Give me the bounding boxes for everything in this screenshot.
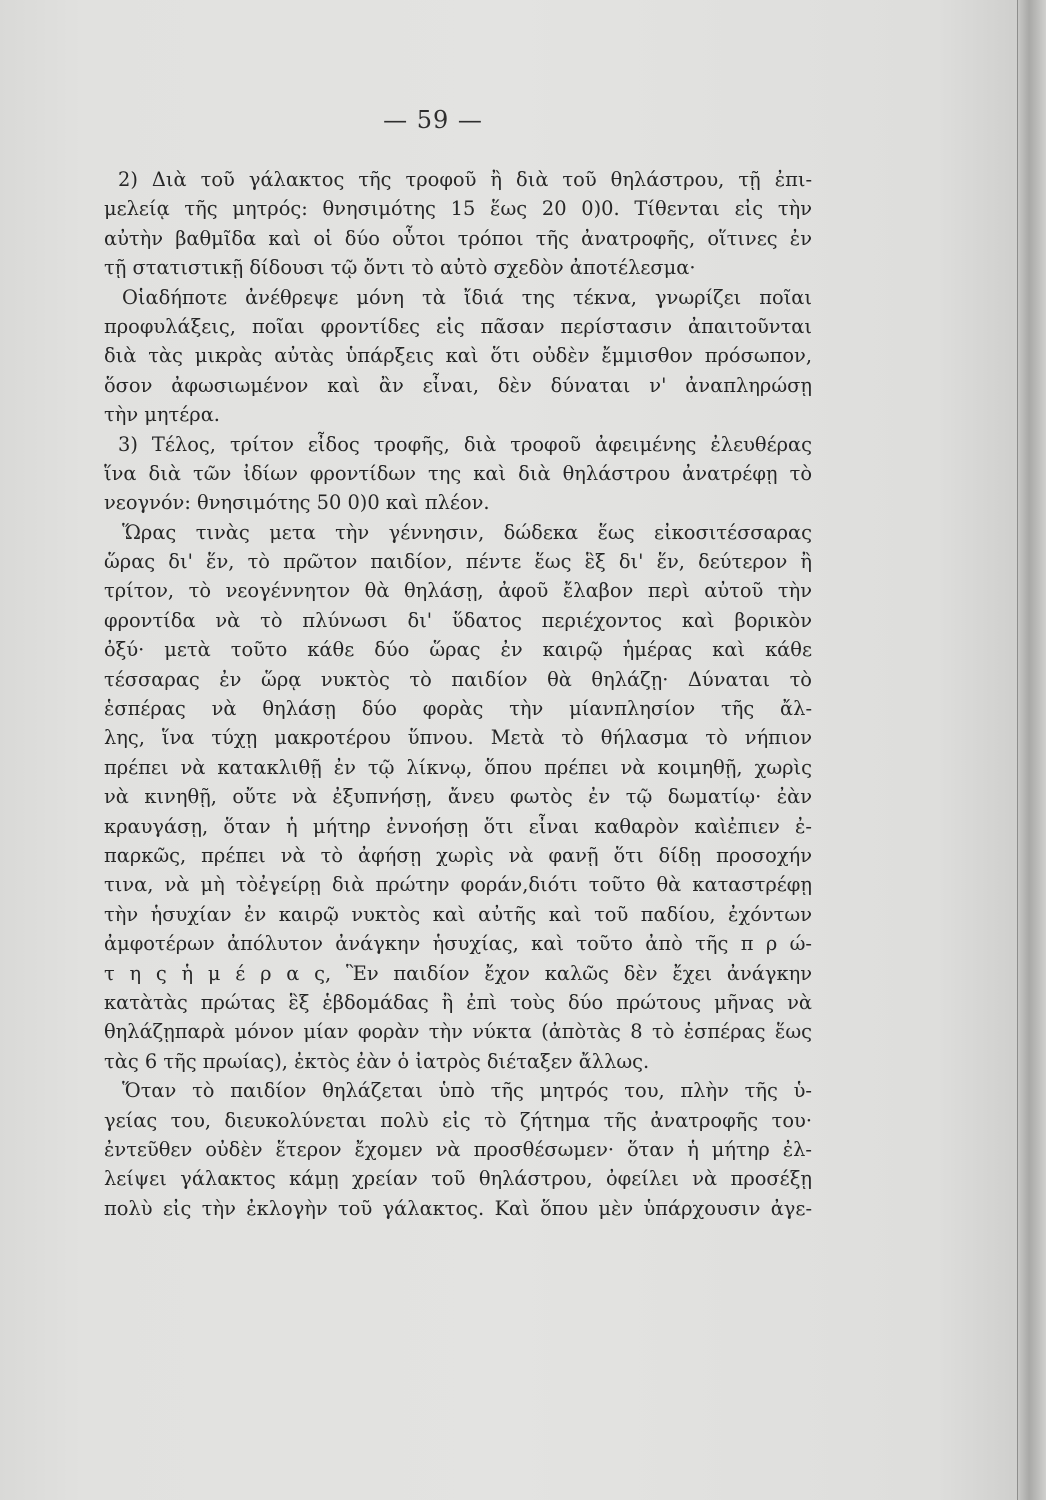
text-line: φροντίδα νὰ τὸ πλύνωσι δι' ὕδατος περιέχοντος καὶ βορικὸν	[104, 608, 812, 632]
text-line: τ η ς ἡ μ έ ρ α ς, Ἓν παιδίον ἔχον καλῶς δὲν ἔχει ἀνάγκην	[104, 961, 812, 985]
text-line: λείψει γάλακτος κάμῃ χρείαν τοῦ θηλάστρου, ὀφείλει νὰ προσέξῃ	[104, 1167, 812, 1191]
text-line: διὰ τὰς μικρὰς αὐτὰς ὑπάρξεις καὶ ὅτι οὐδὲν ἔμμισθον πρόσωπον,	[104, 344, 812, 368]
text-line: ὀξύ· μετὰ τοῦτο κάθε δύο ὥρας ἐν καιρῷ ἡμέρας καὶ κάθε	[104, 638, 812, 662]
text-line: μελείᾳ τῆς μητρός: θνησιμότης 15 ἕως 20 0)0. Τίθενται εἰς τὴν	[104, 197, 812, 221]
text-line: κραυγάσῃ, ὅταν ἡ μήτηρ ἐννοήσῃ ὅτι εἶναι καθαρὸν καὶἐπιεν ἐ-	[104, 814, 812, 838]
text-line: Οἱαδήποτε ἀνέθρεψε μόνη τὰ ἴδιά της τέκνα, γνωρίζει ποῖαι	[122, 285, 812, 309]
text-line: τῇ στατιστικῇ δίδουσι τῷ ὄντι τὸ αὐτὸ σχεδὸν ἀποτέλεσμα·	[104, 256, 696, 280]
text-line: νὰ κινηθῇ, οὔτε νὰ ἐξυπνήσῃ, ἄνευ φωτὸς ἐν τῷ δωματίῳ· ἐὰν	[104, 785, 812, 809]
text-line: τὴν μητέρα.	[104, 403, 220, 427]
text-line: ὅσον ἀφωσιωμένον καὶ ἂν εἶναι, δὲν δύναται ν' ἀναπληρώσῃ	[104, 373, 812, 397]
body-text	[104, 165, 812, 1223]
text-line: Ὅταν τὸ παιδίον θηλάζεται ὑπὸ τῆς μητρός του, πλὴν τῆς ὑ-	[122, 1079, 812, 1103]
text-line: τὴν ἡσυχίαν ἐν καιρῷ νυκτὸς καὶ αὐτῆς καὶ τοῦ παδίου, ἐχόντων	[104, 902, 812, 926]
text-line: παρκῶς, πρέπει νὰ τὸ ἀφήσῃ χωρὶς νὰ φανῇ ὅτι δίδῃ προσοχήν	[104, 843, 812, 867]
text-line: τρίτον, τὸ νεογέννητον θὰ θηλάσῃ, ἀφοῦ ἔλαβον περὶ αὐτοῦ τὴν	[104, 579, 812, 603]
text-line: 3) Τέλος, τρίτον εἶδος τροφῆς, διὰ τροφοῦ ἀφειμένης ἐλευθέρας	[118, 432, 812, 456]
text-line: ἀμφοτέρων ἀπόλυτον ἀνάγκην ἡσυχίας, καὶ τοῦτο ἀπὸ τῆς π ρ ώ-	[104, 932, 812, 956]
text-line: Ὥρας τινὰς μετα τὴν γέννησιν, δώδεκα ἕως εἰκοσιτέσσαρας	[122, 520, 812, 544]
text-line: 2) Διὰ τοῦ γάλακτος τῆς τροφοῦ ἢ διὰ τοῦ θηλάστρου, τῇ ἐπι-	[118, 168, 812, 191]
text-line: τινα, νὰ μὴ τὸἐγείρῃ διὰ πρώτην φοράν,διότι τοῦτο θὰ καταστρέφῃ	[104, 873, 812, 897]
text-line: ἵνα διὰ τῶν ἰδίων φροντίδων της καὶ διὰ θηλάστρου ἀνατρέφῃ τὸ	[104, 461, 812, 485]
text-line: ὥρας δι' ἕν, τὸ πρῶτον παιδίον, πέντε ἕως ἓξ δι' ἕν, δεύτερον ἢ	[104, 550, 812, 574]
text-line: νεογνόν: θνησιμότης 50 0)0 καὶ πλέον.	[104, 491, 490, 515]
text-line: λης, ἵνα τύχῃ μακροτέρου ὕπνου. Μετὰ τὸ θήλασμα τὸ νήπιον	[104, 726, 812, 750]
text-line: γείας του, διευκολύνεται πολὺ εἰς τὸ ζήτημα τῆς ἀνατροφῆς του·	[104, 1108, 812, 1132]
book-binding-edge	[1017, 0, 1046, 1500]
text-line: κατὰτὰς πρώτας ἓξ ἑβδομάδας ἢ ἐπὶ τοὺς δύο πρώτους μῆνας νὰ	[104, 990, 812, 1014]
text-line: πρέπει νὰ κατακλιθῇ ἐν τῷ λίκνῳ, ὅπου πρέπει νὰ κοιμηθῇ, χωρὶς	[104, 755, 812, 779]
text-line: ἐντεῦθεν οὐδὲν ἕτερον ἔχομεν νὰ προσθέσωμεν· ὅταν ἡ μήτηρ ἐλ-	[104, 1137, 812, 1161]
text-line: πολὺ εἰς τὴν ἐκλογὴν τοῦ γάλακτος. Καὶ ὅπου μὲν ὑπάρχουσιν ἀγε-	[104, 1196, 812, 1220]
text-line: προφυλάξεις, ποῖαι φροντίδες εἰς πᾶσαν περίστασιν ἀπαιτοῦνται	[104, 314, 812, 338]
text-line: αὐτὴν βαθμῖδα καὶ οἱ δύο οὗτοι τρόποι τῆς ἀνατροφῆς, οἵτινες ἐν	[104, 226, 812, 250]
page-number: — 59 —	[383, 106, 483, 134]
text-line: τὰς 6 τῆς πρωίας), ἐκτὸς ἐὰν ὁ ἰατρὸς διέταξεν ἄλλως.	[104, 1049, 650, 1073]
text-line: τέσσαρας ἐν ὥρᾳ νυκτὸς τὸ παιδίον θὰ θηλάζῃ· Δύναται τὸ	[104, 667, 812, 691]
text-line: ἑσπέρας νὰ θηλάσῃ δύο φορὰς τὴν μίανπλησίον τῆς ἄλ-	[104, 697, 812, 721]
text-line: θηλάζῃπαρὰ μόνον μίαν φορὰν τὴν νύκτα (ἀπὸτὰς 8 τὸ ἑσπέρας ἕως	[104, 1020, 812, 1044]
